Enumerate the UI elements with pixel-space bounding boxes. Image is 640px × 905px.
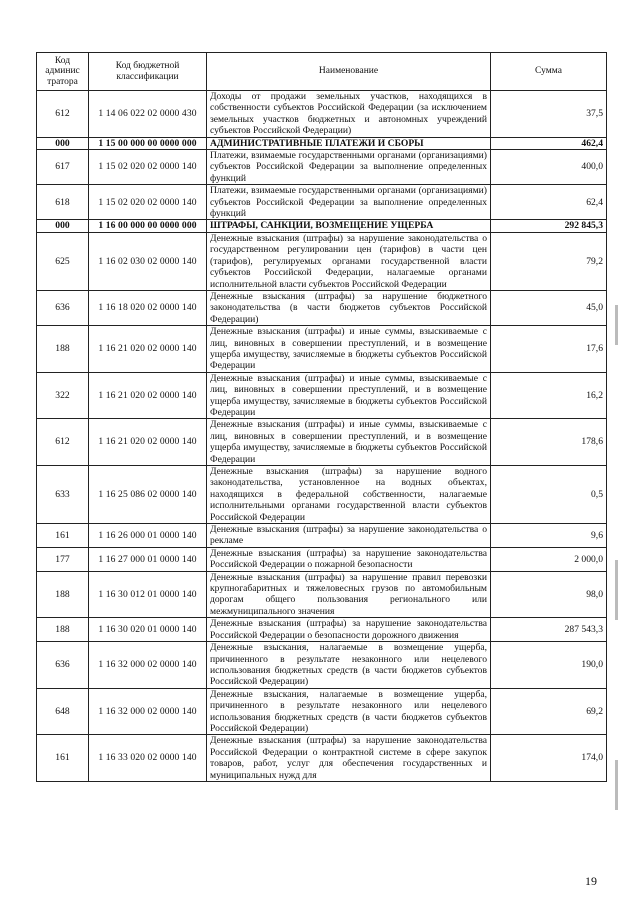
- sum-cell: 79,2: [491, 232, 607, 290]
- admin-code-cell: 188: [37, 618, 89, 642]
- budget-code-cell: 1 16 02 030 02 0000 140: [89, 232, 207, 290]
- budget-code-cell: 1 16 18 020 02 0000 140: [89, 290, 207, 325]
- budget-code-cell: 1 16 32 000 02 0000 140: [89, 688, 207, 735]
- scan-mark: [615, 560, 618, 620]
- sum-cell: 17,6: [491, 326, 607, 373]
- budget-code-cell: 1 16 27 000 01 0000 140: [89, 547, 207, 571]
- table-row: [37, 220, 607, 232]
- name-cell: Денежные взыскания, налагаемые в возмещение ущерба, причиненного в результате незаконного или нецелевого использования бюджетных средств (в части бюджетов субъектов Российской Федерации): [207, 642, 491, 689]
- scan-mark: [615, 760, 618, 810]
- page-number: 19: [585, 874, 597, 888]
- sum-cell: 45,0: [491, 290, 607, 325]
- table-row: [37, 150, 607, 185]
- admin-code-cell: 322: [37, 372, 89, 419]
- header-sum: Сумма: [491, 53, 607, 91]
- table-row: [37, 547, 607, 571]
- sum-cell: 287 543,3: [491, 618, 607, 642]
- budget-code-cell: 1 15 02 020 02 0000 140: [89, 185, 207, 220]
- table-row: [37, 326, 607, 373]
- budget-code-cell: 1 16 21 020 02 0000 140: [89, 326, 207, 373]
- sum-cell: 462,4: [491, 137, 607, 149]
- name-cell: Доходы от продажи земельных участков, находящихся в собственности субъектов Российской Федерации (за исключением земельных участков бюджетных и автономных учреждений субъектов Российской Федерации): [207, 91, 491, 138]
- sum-cell: 0,5: [491, 466, 607, 524]
- name-cell: Денежные взыскания (штрафы) за нарушение законодательства Российской Федерации о контрактной системе в сфере закупок товаров, работ, услуг для обеспечения государственных и муниципальных нужд для: [207, 735, 491, 782]
- admin-code-cell: 177: [37, 547, 89, 571]
- admin-code-cell: 633: [37, 466, 89, 524]
- table-body: [37, 91, 607, 782]
- admin-code-cell: 612: [37, 419, 89, 466]
- budget-code-cell: 1 16 26 000 01 0000 140: [89, 524, 207, 548]
- budget-code-cell: 1 16 21 020 02 0000 140: [89, 372, 207, 419]
- name-cell: Платежи, взимаемые государственными органами (организациями) субъектов Российской Федерации за выполнение определенных функций: [207, 185, 491, 220]
- table-row: [37, 466, 607, 524]
- name-cell: Денежные взыскания (штрафы) за нарушение законодательства Российской Федерации о безопасности дорожного движения: [207, 618, 491, 642]
- table-row: [37, 735, 607, 782]
- admin-code-cell: 648: [37, 688, 89, 735]
- admin-code-cell: 161: [37, 524, 89, 548]
- header-budget-code: Код бюджетной классификации: [89, 53, 207, 91]
- table-row: [37, 618, 607, 642]
- name-cell: Денежные взыскания (штрафы) и иные суммы, взыскиваемые с лиц, виновных в совершении преступлений, и в возмещение ущерба имуществу, зачисляемые в бюджеты субъектов Российской Федерации: [207, 372, 491, 419]
- name-cell: Денежные взыскания, налагаемые в возмещение ущерба, причиненного в результате незаконного или нецелевого использования бюджетных средств (в части бюджетов субъектов Российской Федерации): [207, 688, 491, 735]
- admin-code-cell: 636: [37, 642, 89, 689]
- admin-code-cell: 000: [37, 220, 89, 232]
- sum-cell: 69,2: [491, 688, 607, 735]
- table-header-row: [37, 53, 607, 91]
- header-name: Наименование: [207, 53, 491, 91]
- name-cell: Денежные взыскания (штрафы) за нарушение правил перевозки крупногабаритных и тяжеловесных грузов по автомобильным дорогам общего пользования регионального или межмуниципального значения: [207, 571, 491, 618]
- sum-cell: 37,5: [491, 91, 607, 138]
- budget-code-cell: 1 14 06 022 02 0000 430: [89, 91, 207, 138]
- admin-code-cell: 617: [37, 150, 89, 185]
- sum-cell: 2 000,0: [491, 547, 607, 571]
- name-cell: Денежные взыскания (штрафы) за нарушение бюджетного законодательства (в части бюджетов субъектов Российской Федерации): [207, 290, 491, 325]
- budget-code-cell: 1 16 25 086 02 0000 140: [89, 466, 207, 524]
- sum-cell: 16,2: [491, 372, 607, 419]
- sum-cell: 62,4: [491, 185, 607, 220]
- name-cell: Платежи, взимаемые государственными органами (организациями) субъектов Российской Федерации за выполнение определенных функций: [207, 150, 491, 185]
- sum-cell: 174,0: [491, 735, 607, 782]
- table-row: [37, 232, 607, 290]
- table-row: [37, 571, 607, 618]
- sum-cell: 400,0: [491, 150, 607, 185]
- budget-code-cell: 1 16 21 020 02 0000 140: [89, 419, 207, 466]
- table-row: [37, 137, 607, 149]
- table-row: [37, 642, 607, 689]
- sum-cell: 9,6: [491, 524, 607, 548]
- budget-code-cell: 1 16 32 000 02 0000 140: [89, 642, 207, 689]
- sum-cell: 98,0: [491, 571, 607, 618]
- table-row: [37, 290, 607, 325]
- table-row: [37, 372, 607, 419]
- table-row: [37, 91, 607, 138]
- budget-code-cell: 1 16 00 000 00 0000 000: [89, 220, 207, 232]
- name-cell: Денежные взыскания (штрафы) за нарушение водного законодательства, установленное на водных объектах, находящихся в федеральной собственности, налагаемые исполнительными органами государственной власти субъектов Российской Федерации: [207, 466, 491, 524]
- admin-code-cell: 188: [37, 326, 89, 373]
- name-cell: Денежные взыскания (штрафы) за нарушение законодательства Российской Федерации о пожарной безопасности: [207, 547, 491, 571]
- admin-code-cell: 636: [37, 290, 89, 325]
- admin-code-cell: 612: [37, 91, 89, 138]
- name-cell: АДМИНИСТРАТИВНЫЕ ПЛАТЕЖИ И СБОРЫ: [207, 137, 491, 149]
- admin-code-cell: 188: [37, 571, 89, 618]
- table-row: [37, 185, 607, 220]
- budget-code-cell: 1 15 00 000 00 0000 000: [89, 137, 207, 149]
- table-row: [37, 688, 607, 735]
- sum-cell: 178,6: [491, 419, 607, 466]
- name-cell: Денежные взыскания (штрафы) и иные суммы, взыскиваемые с лиц, виновных в совершении преступлений, и в возмещение ущерба имуществу, зачисляемые в бюджеты субъектов Российской Федерации: [207, 326, 491, 373]
- admin-code-cell: 618: [37, 185, 89, 220]
- name-cell: Денежные взыскания (штрафы) и иные суммы, взыскиваемые с лиц, виновных в совершении преступлений, и в возмещение ущерба имуществу, зачисляемые в бюджеты субъектов Российской Федерации: [207, 419, 491, 466]
- name-cell: ШТРАФЫ, САНКЦИИ, ВОЗМЕЩЕНИЕ УЩЕРБА: [207, 220, 491, 232]
- admin-code-cell: 161: [37, 735, 89, 782]
- table-row: [37, 419, 607, 466]
- header-admin-code: Код админис тратора: [37, 53, 89, 91]
- admin-code-cell: 000: [37, 137, 89, 149]
- budget-code-cell: 1 16 30 020 01 0000 140: [89, 618, 207, 642]
- sum-cell: 292 845,3: [491, 220, 607, 232]
- table-row: [37, 524, 607, 548]
- name-cell: Денежные взыскания (штрафы) за нарушение законодательства о государственном регулировании цен (тарифов) в части цен (тарифов), регулируемых органами государственной власти субъектов Российской Федерации, налагаемые органами исполнительной власти субъектов Российской Федерации: [207, 232, 491, 290]
- budget-code-cell: 1 16 30 012 01 0000 140: [89, 571, 207, 618]
- budget-code-cell: 1 16 33 020 02 0000 140: [89, 735, 207, 782]
- sum-cell: 190,0: [491, 642, 607, 689]
- budget-code-cell: 1 15 02 020 02 0000 140: [89, 150, 207, 185]
- admin-code-cell: 625: [37, 232, 89, 290]
- scan-mark: [615, 305, 618, 345]
- name-cell: Денежные взыскания (штрафы) за нарушение законодательства о рекламе: [207, 524, 491, 548]
- revenue-table: [36, 52, 607, 782]
